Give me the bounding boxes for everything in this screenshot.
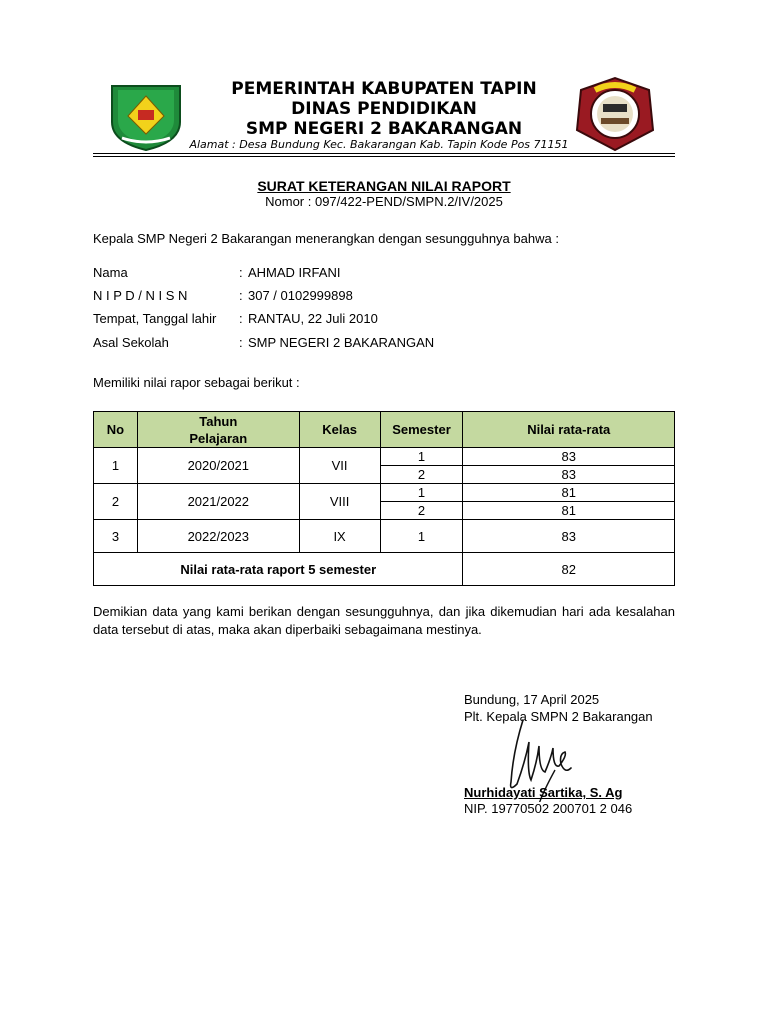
letterhead-rule-top bbox=[93, 153, 675, 154]
signature-place-date: Bundung, 17 April 2025 bbox=[464, 692, 600, 707]
cell-no: 2 bbox=[94, 484, 138, 520]
field-label-nipd-nisn: N I P D / N I S N bbox=[93, 288, 188, 303]
letterhead-address: Alamat : Desa Bundung Kec. Bakarangan Kab. Tapin Kode Pos 71151 bbox=[189, 138, 569, 151]
summary-label: Nilai rata-rata raport 5 semester bbox=[94, 553, 463, 586]
header-class: Kelas bbox=[299, 412, 380, 448]
cell-semester: 2 bbox=[380, 466, 463, 484]
field-value-school: SMP NEGERI 2 BAKARANGAN bbox=[248, 335, 435, 350]
table-row bbox=[94, 448, 675, 466]
field-value-birth: RANTAU, 22 Juli 2010 bbox=[248, 311, 378, 326]
cell-average: 83 bbox=[463, 448, 675, 466]
letterhead-rule-bottom bbox=[93, 156, 675, 157]
cell-semester: 1 bbox=[380, 484, 463, 502]
letter-title: SURAT KETERANGAN NILAI RAPORT bbox=[257, 178, 511, 194]
cell-no: 1 bbox=[94, 448, 138, 484]
letterhead-line-3: SMP NEGERI 2 BAKARANGAN bbox=[245, 119, 523, 139]
cell-semester: 2 bbox=[380, 502, 463, 520]
kabupaten-tapin-logo bbox=[106, 80, 186, 152]
field-value-name: AHMAD IRFANI bbox=[248, 265, 341, 280]
field-colon: : bbox=[239, 335, 243, 350]
signatory-name: Nurhidayati Sartika, S. Ag bbox=[464, 785, 623, 800]
cell-class: VII bbox=[299, 448, 380, 484]
cell-average: 81 bbox=[463, 484, 675, 502]
header-semester: Semester bbox=[380, 412, 463, 448]
cell-average: 83 bbox=[463, 520, 675, 553]
grades-table bbox=[93, 411, 675, 586]
summary-value: 82 bbox=[463, 553, 675, 586]
letterhead-line-1: PEMERINTAH KABUPATEN TAPIN bbox=[231, 79, 537, 99]
header-average: Nilai rata-rata bbox=[463, 412, 675, 448]
cell-semester: 1 bbox=[380, 520, 463, 553]
closing-text: Demikian data yang kami berikan dengan sesungguhnya, dan jika dikemudian hari ada kesalahan data tersebut di atas, maka akan diperbaiki sebagaimana mestinya. bbox=[93, 604, 675, 637]
field-label-school: Asal Sekolah bbox=[93, 335, 169, 350]
cell-semester: 1 bbox=[380, 448, 463, 466]
signature-position: Plt. Kepala SMPN 2 Bakarangan bbox=[464, 709, 653, 724]
table-row bbox=[94, 484, 675, 502]
cell-class: VIII bbox=[299, 484, 380, 520]
field-colon: : bbox=[239, 311, 243, 326]
cell-average: 81 bbox=[463, 502, 675, 520]
field-label-name: Nama bbox=[93, 265, 128, 280]
table-header-row bbox=[94, 412, 675, 448]
header-year-line1: Tahun bbox=[199, 413, 238, 429]
letter-number: Nomor : 097/422-PEND/SMPN.2/IV/2025 bbox=[265, 194, 503, 209]
intro-text: Kepala SMP Negeri 2 Bakarangan menerangkan dengan sesungguhnya bahwa : bbox=[93, 231, 559, 246]
cell-year: 2020/2021 bbox=[137, 448, 299, 484]
field-colon: : bbox=[239, 265, 243, 280]
grades-intro: Memiliki nilai rapor sebagai berikut : bbox=[93, 375, 300, 390]
field-label-birth: Tempat, Tanggal lahir bbox=[93, 311, 217, 326]
field-colon: : bbox=[239, 288, 243, 303]
school-logo bbox=[571, 76, 659, 152]
header-no: No bbox=[94, 412, 138, 448]
cell-average: 83 bbox=[463, 466, 675, 484]
signatory-nip: NIP. 19770502 200701 2 046 bbox=[464, 801, 633, 816]
header-year bbox=[137, 412, 299, 448]
cell-no: 3 bbox=[94, 520, 138, 553]
cell-year: 2022/2023 bbox=[137, 520, 299, 553]
cell-year: 2021/2022 bbox=[137, 484, 299, 520]
letterhead-line-2: DINAS PENDIDIKAN bbox=[291, 99, 477, 119]
cell-class: IX bbox=[299, 520, 380, 553]
summary-row bbox=[94, 553, 675, 586]
header-year-line2: Pelajaran bbox=[189, 430, 248, 446]
table-row bbox=[94, 520, 675, 553]
field-value-nipd-nisn: 307 / 0102999898 bbox=[248, 288, 353, 303]
